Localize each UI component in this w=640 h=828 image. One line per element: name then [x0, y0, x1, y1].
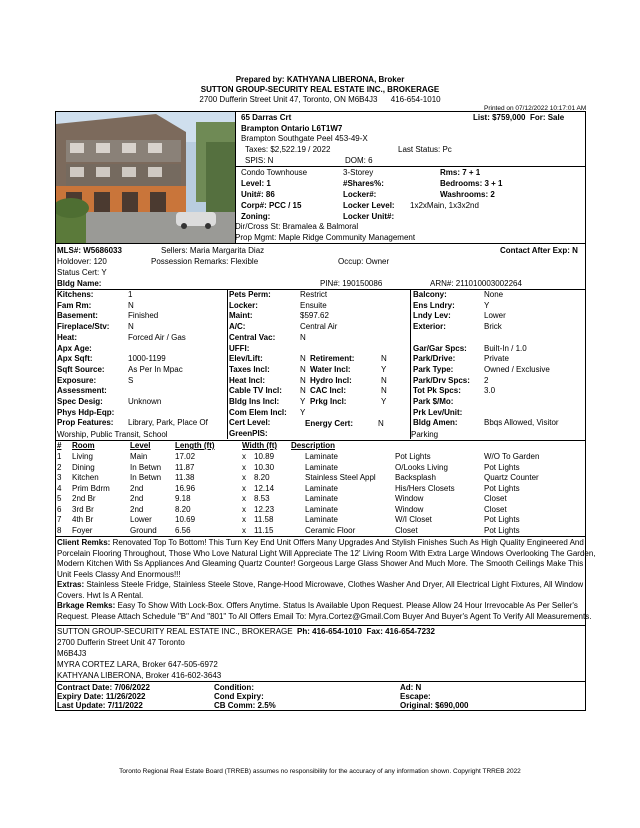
detail-label: Retirement:	[310, 354, 355, 364]
detail-label: Maint:	[229, 311, 253, 321]
detail-value: Bbqs Allowed, Visitor	[484, 418, 559, 428]
room-cell: 11.58	[254, 515, 274, 524]
contract-date: Contract Date: 7/06/2022	[57, 683, 150, 692]
corp-num: Corp#: PCC / 15	[241, 201, 302, 210]
detail-value: Y	[300, 397, 306, 406]
detail-value: Central Air	[300, 322, 338, 332]
remark-line	[57, 559, 583, 569]
detail-value: None	[484, 290, 504, 299]
detail-label: Hydro Incl:	[310, 375, 352, 385]
room-cell: x	[242, 525, 246, 535]
room-cell: Laminate	[305, 494, 338, 503]
room-cell: 7	[57, 515, 62, 524]
detail-value: Library, Park, Place Of	[128, 418, 208, 428]
mls-number: MLS#: W5686033	[57, 246, 122, 255]
detail-label: Central Vac:	[229, 332, 276, 342]
room-cell: Stainless Steel Appl	[305, 473, 376, 482]
prop-features-continued: Worship, Public Transit, School	[57, 430, 168, 439]
room-cell: W/I Closet	[395, 515, 432, 524]
detail-label: Water Incl:	[310, 364, 351, 374]
remark-text: Stainless Steele Fridge, Stainless Steele Stove, Range-Hood Microwave, Clothes Washer And Dryer, All Electrical Light Fixtures, All Window	[86, 580, 584, 589]
room-cell: 8.20	[175, 504, 191, 514]
washroom-detail: 1x2xMain, 1x3x2nd	[410, 201, 479, 210]
room-cell: Laminate	[305, 483, 338, 493]
room-cell: Closet	[484, 504, 507, 514]
cb-comm: CB Comm: 2.5%	[214, 701, 276, 710]
detail-value: Y	[484, 300, 490, 310]
detail-value: Ensuite	[300, 300, 327, 310]
detail-value: $597.62	[300, 311, 329, 321]
washrooms: Washrooms: 2	[440, 190, 495, 199]
area-line: Brampton Southgate Peel 453-49-X	[241, 134, 368, 143]
detail-label: Fireplace/Stv:	[57, 322, 110, 332]
room-cell: 4th Br	[72, 515, 94, 524]
brokerage-line	[57, 627, 435, 637]
divider	[55, 681, 586, 682]
brokerage-phone: Ph: 416-654-1010	[297, 627, 362, 636]
detail-label: A/C:	[229, 322, 246, 332]
detail-label: Pets Perm:	[229, 290, 271, 299]
detail-value: Finished	[128, 311, 159, 321]
prop-mgmt: Prop Mgmt: Maple Ridge Community Management	[235, 233, 416, 242]
escape: Escape:	[400, 692, 431, 701]
room-cell: 2nd	[130, 483, 144, 493]
detail-value: Unknown	[128, 397, 162, 406]
room-cell: 11.87	[175, 462, 195, 472]
expiry-date: Expiry Date: 11/26/2022	[57, 692, 146, 701]
room-cell: Window	[395, 494, 424, 503]
detail-value: Forced Air / Gas	[128, 332, 186, 342]
brokerage-line-name: SUTTON GROUP-SECURITY REAL ESTATE INC., BROKERAGE	[57, 627, 293, 636]
prepared-by: Prepared by: KATHYANA LIBERONA, Broker	[235, 75, 405, 84]
remark-text: Modern Kitchen With Ss Appliances And Gleaming Quartz Counter! Gorgeous Large Glass Shower And Much More. The Smooth Ceilings Make This	[57, 559, 584, 568]
detail-value: Y	[381, 397, 387, 406]
room-cell: 5	[57, 494, 62, 503]
room-cell: 3	[57, 473, 62, 482]
detail-value: S	[128, 375, 134, 385]
remark-line	[57, 549, 596, 559]
detail-value: N	[381, 354, 387, 364]
room-cell: Main	[130, 452, 148, 461]
room-cell: Pot Lights	[395, 452, 431, 461]
detail-label: Bldg Ins Incl:	[229, 397, 280, 406]
sellers: Sellers: Maria Margarita Diaz	[161, 246, 265, 255]
detail-value: Restrict	[300, 290, 328, 299]
locker-level: Locker Level:	[343, 201, 395, 210]
detail-value: Built-In / 1.0	[484, 343, 527, 353]
detail-label: Park Type:	[413, 364, 454, 374]
room-cell: 16.96	[175, 483, 196, 493]
detail-value: Private	[484, 354, 509, 364]
detail-label: Fam Rm:	[57, 300, 92, 310]
rooms-column-header: Length (ft)	[175, 441, 215, 450]
detail-value: Owned / Exclusive	[484, 364, 550, 374]
rooms-column-header: #	[57, 441, 62, 450]
room-cell: Pot Lights	[484, 462, 520, 472]
room-cell: 12.23	[254, 504, 275, 514]
room-cell: 2	[57, 462, 62, 472]
list-price-text: List: $759,000	[473, 113, 526, 122]
phone-text: 416-654-1010	[390, 95, 441, 104]
for-text: For: Sale	[529, 113, 565, 122]
room-cell: Window	[395, 504, 424, 514]
detail-value: N	[300, 332, 306, 342]
room-cell: 8	[57, 525, 62, 535]
agent-1: MYRA CORTEZ LARA, Broker 647-505-6972	[57, 660, 218, 669]
last-status: Last Status: Pc	[398, 145, 452, 154]
dom: DOM: 6	[345, 156, 373, 165]
room-cell: x	[242, 462, 246, 472]
remark-label: Extras:	[57, 580, 85, 589]
room-cell: Laminate	[305, 504, 338, 514]
street-address: 65 Darras Crt	[241, 113, 292, 122]
room-cell: 3rd Br	[72, 504, 94, 514]
detail-label: UFFI:	[229, 343, 250, 353]
room-cell: In Betwn	[130, 462, 162, 472]
remark-label: Client Remks:	[57, 538, 111, 547]
remark-label: Brkage Remks:	[57, 601, 116, 610]
room-cell: 8.20	[254, 473, 270, 482]
detail-label: GreenPIS:	[229, 429, 268, 439]
detail-label: Gar/Gar Spcs:	[413, 343, 467, 353]
detail-label: Kitchens:	[57, 290, 94, 299]
detail-label: Heat Incl:	[229, 375, 266, 385]
storeys: 3-Storey	[343, 168, 374, 177]
detail-label: Com Elem Incl:	[229, 407, 287, 417]
detail-label: Park $/Mo:	[413, 397, 454, 406]
room-cell: 12.14	[254, 483, 275, 493]
room-cell: Closet	[395, 525, 418, 535]
room-cell: Ground	[130, 525, 157, 535]
address-text: 2700 Dufferin Street Unit 47, Toronto, ON M6B4J3	[199, 95, 378, 104]
room-cell: 4	[57, 483, 62, 493]
divider	[227, 289, 228, 439]
divider	[235, 166, 586, 167]
divider	[55, 243, 586, 244]
remark-text: Unit Feels Classy And Enormous!!!	[57, 569, 181, 579]
room-cell: Backsplash	[395, 473, 436, 482]
detail-value: Y	[300, 407, 306, 417]
detail-label: Cable TV Incl:	[229, 386, 282, 396]
detail-label: Basement:	[57, 311, 98, 321]
detail-value: N	[381, 375, 387, 385]
detail-label: Spec Desig:	[57, 397, 103, 406]
detail-label: Exposure:	[57, 375, 97, 385]
room-cell: 10.89	[254, 452, 275, 461]
detail-label: Lndy Lev:	[413, 311, 451, 321]
detail-label: Taxes Incl:	[229, 364, 270, 374]
dir-cross-street: Dir/Cross St: Bramalea & Balmoral	[235, 222, 359, 231]
detail-label: Assessment:	[57, 386, 107, 396]
remark-line	[57, 601, 578, 611]
spis: SPIS: N	[245, 156, 274, 165]
detail-value: N	[300, 375, 306, 385]
rooms-column-header: Description	[291, 441, 336, 450]
bedrooms: Bedrooms: 3 + 1	[440, 179, 503, 188]
list-price	[473, 113, 564, 123]
detail-label: Bldg Amen:	[413, 418, 458, 428]
brokerage-fax: Fax: 416-654-7232	[366, 627, 435, 636]
remark-text: Covers. Hwt Is A Rental.	[57, 590, 144, 600]
printed-on: Printed on 07/12/2022 10:17:01 AM	[484, 105, 587, 112]
detail-value: 3.0	[484, 386, 496, 396]
room-cell: 11.38	[175, 473, 195, 482]
detail-label: Exterior:	[413, 322, 446, 332]
room-cell: 6	[57, 504, 62, 514]
detail-value: N	[128, 322, 134, 332]
room-cell: O/Looks Living	[395, 462, 448, 472]
detail-label: Locker:	[229, 300, 258, 310]
detail-label: Park/Drive:	[413, 354, 456, 364]
room-cell: 11.15	[254, 525, 274, 535]
room-cell: Laminate	[305, 462, 338, 472]
occupancy: Occup: Owner	[338, 257, 390, 266]
detail-label: Elev/Lift:	[229, 354, 263, 364]
detail-label: Phys Hdp-Eqp:	[57, 407, 115, 417]
brokerage-name: SUTTON GROUP-SECURITY REAL ESTATE INC., BROKERAGE	[200, 85, 440, 94]
room-cell: Kitchen	[72, 473, 99, 482]
room-cell: 17.02	[175, 452, 196, 461]
bldg-amen-continued: Parking	[411, 430, 439, 439]
detail-value: N	[300, 354, 306, 364]
divider	[55, 625, 586, 626]
room-cell: 2nd	[130, 504, 144, 514]
detail-value: N	[381, 386, 387, 396]
detail-label: Heat:	[57, 332, 78, 342]
locker-num: Locker#:	[343, 190, 377, 199]
last-update: Last Update: 7/11/2022	[57, 701, 143, 710]
shares: #Shares%:	[343, 179, 384, 188]
remark-line	[57, 612, 591, 622]
room-cell: Living	[72, 452, 93, 461]
cond-expiry: Cond Expiry:	[214, 692, 264, 701]
possession-remarks: Possession Remarks: Flexible	[151, 257, 259, 266]
detail-value: 2	[484, 375, 489, 385]
room-cell: Pot Lights	[484, 525, 520, 535]
room-cell: Quartz Counter	[484, 473, 539, 482]
remark-text: Easy To Show With Lock-Box. Offers Anytime. Status Is Available Upon Request. Please Allow 24 Hour Irrevocable As Per Seller's	[117, 601, 578, 610]
detail-label: Prkg Incl:	[310, 397, 347, 406]
divider	[410, 289, 411, 439]
remark-text: Request. Please Attach Schedule "B" And "801" To All Offers Email To: Myra.Cortez@Gmail.Com Buyer And Buyer's Agent To Verify All Measurements.	[57, 611, 592, 621]
room-cell: x	[242, 494, 246, 503]
room-cell: His/Hers Closets	[395, 483, 455, 493]
room-cell: x	[242, 515, 246, 524]
detail-value: N	[300, 386, 306, 396]
room-cell: In Betwn	[130, 473, 162, 482]
room-cell: 8.53	[254, 494, 270, 503]
remark-line	[57, 538, 584, 548]
room-cell: x	[242, 473, 246, 482]
holdover: Holdover: 120	[57, 257, 107, 266]
bldg-name: Bldg Name:	[57, 279, 102, 288]
room-cell: Laminate	[305, 452, 338, 461]
level: Level: 1	[241, 179, 271, 188]
detail-value: Brick	[484, 322, 502, 332]
detail-label: Prop Features:	[57, 418, 114, 428]
remark-line	[57, 570, 181, 580]
room-cell: 2nd Br	[72, 494, 96, 503]
detail-label: Cert Level:	[229, 418, 271, 428]
remark-text: Renovated Top To Bottom! This Turn Key End Unit Offers Many Upgrades And Stylish Finishes Such As High Quality Engineered And	[112, 538, 584, 547]
detail-value: N	[128, 300, 134, 310]
remark-line	[57, 591, 143, 601]
detail-value: N	[300, 364, 306, 374]
detail-label: Park/Drv Spcs:	[413, 375, 470, 385]
detail-label: Apx Sqft:	[57, 354, 93, 364]
detail-label: Sqft Source:	[57, 364, 105, 374]
detail-label: CAC Incl:	[310, 386, 346, 396]
locker-unit: Locker Unit#:	[343, 212, 395, 221]
property-type: Condo Townhouse	[241, 168, 308, 177]
room-cell: Foyer	[72, 525, 93, 535]
divider	[55, 536, 586, 537]
condition: Condition:	[214, 683, 254, 692]
detail-label: Ens Lndry:	[413, 300, 455, 310]
room-cell: Ceramic Floor	[305, 525, 356, 535]
room-cell: 1	[57, 452, 62, 461]
pin: PIN#: 190150086	[320, 279, 383, 288]
room-cell: Prim Bdrm	[72, 483, 110, 493]
detail-label: Tot Pk Spcs:	[413, 386, 461, 396]
property-photo	[56, 112, 235, 244]
detail-label: Balcony:	[413, 290, 447, 299]
room-cell: 10.69	[175, 515, 196, 524]
footer-disclaimer: Toronto Regional Real Estate Board (TRREB) assumes no responsibility for the accuracy of any information shown. Copyright TRREB 2022	[119, 768, 521, 775]
room-cell: 6.56	[175, 525, 191, 535]
arn: ARN#: 211010003002264	[430, 279, 522, 288]
energy-cert-value: N	[378, 419, 384, 428]
room-cell: 10.30	[254, 462, 275, 472]
city-line: Brampton Ontario L6T1W7	[241, 124, 343, 133]
room-cell: Laminate	[305, 515, 338, 524]
room-cell: 9.18	[175, 494, 191, 503]
detail-label: Apx Age:	[57, 343, 92, 353]
status-cert: Status Cert: Y	[57, 268, 107, 277]
room-cell: Dining	[72, 462, 95, 472]
room-cell: x	[242, 483, 246, 493]
detail-value: As Per In Mpac	[128, 364, 183, 374]
room-cell: Pot Lights	[484, 515, 520, 524]
room-cell: Closet	[484, 494, 507, 503]
contact-after-exp: Contact After Exp: N	[500, 246, 578, 255]
room-cell: x	[242, 504, 246, 514]
taxes: Taxes: $2,522.19 / 2022	[245, 145, 331, 154]
ad: Ad: N	[400, 683, 422, 692]
detail-value: 1	[128, 290, 133, 299]
detail-value: Y	[381, 364, 387, 374]
energy-cert: Energy Cert:	[305, 419, 354, 428]
rooms-count: Rms: 7 + 1	[440, 168, 481, 177]
remark-line	[57, 580, 583, 590]
detail-label: Prk Lev/Unit:	[413, 407, 463, 417]
room-cell: 2nd	[130, 494, 144, 503]
rooms-column-header: Level	[130, 441, 151, 450]
zoning: Zoning:	[241, 212, 271, 221]
room-cell: W/O To Garden	[484, 452, 540, 461]
unit-num: Unit#: 86	[241, 190, 275, 199]
room-cell: x	[242, 452, 246, 461]
brokerage-addr2: M6B4J3	[57, 649, 87, 658]
remark-text: Porcelain Flooring Throughout, Those Who Love Natural Light Will Appreciate The 12' Living Room With Extra Large Windows Overlooking The Garden,	[57, 548, 596, 558]
room-cell: Lower	[130, 515, 152, 524]
detail-value: 1000-1199	[128, 354, 166, 364]
rooms-column-header: Room	[72, 441, 95, 450]
detail-value: Lower	[484, 311, 506, 321]
brokerage-addr1: 2700 Dufferin Street Unit 47 Toronto	[57, 638, 185, 647]
agent-2: KATHYANA LIBERONA, Broker 416-602-3643	[57, 671, 222, 680]
original-price: Original: $690,000	[400, 701, 469, 710]
room-cell: Pot Lights	[484, 483, 520, 493]
rooms-column-header: Width (ft)	[242, 441, 278, 450]
